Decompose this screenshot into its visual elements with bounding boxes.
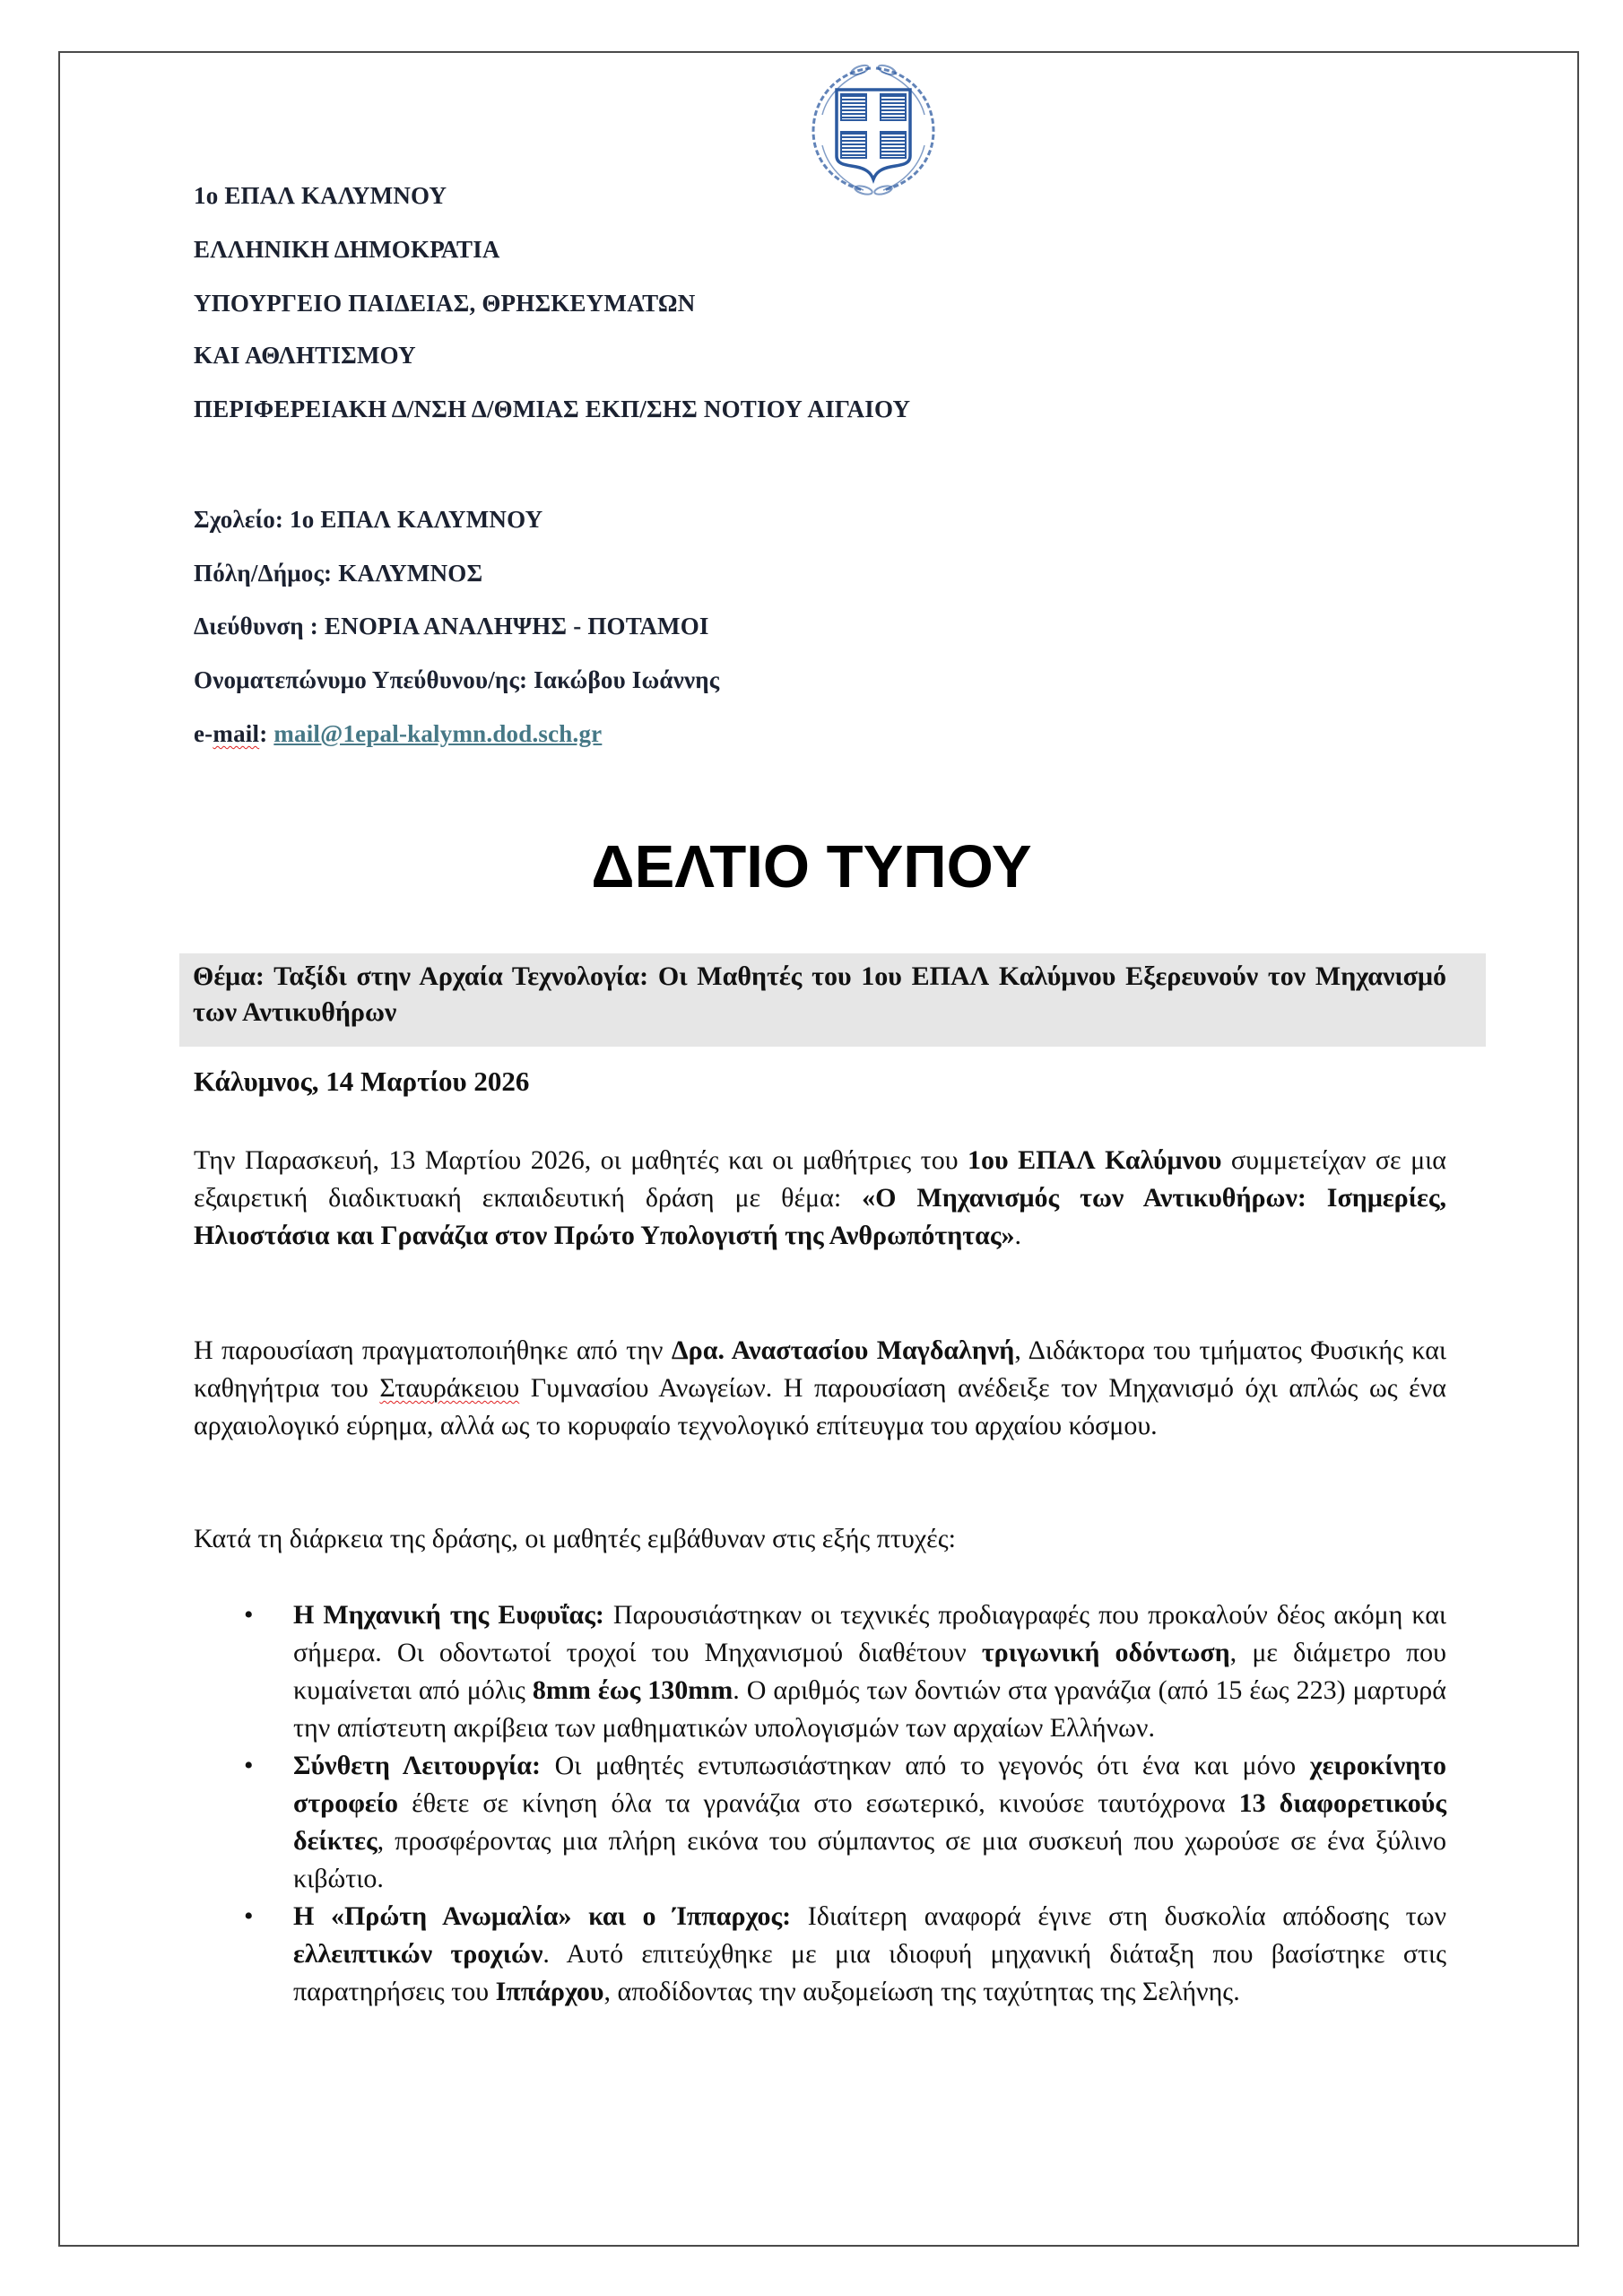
text: Παρουσιάστηκαν οι τεχνικές προδιαγραφές που προκαλούν δέος ακόμη και σήμερα. Οι οδοντωτοί τροχοί του Μηχανισμού διαθέτουν — [293, 1600, 1446, 1667]
text: . Ο αριθμός των δοντιών στα γρανάζια (από 15 έως 223) μαρτυρά την απίστευτη ακρίβεια των μαθηματικών υπολογισμών των αρχαίων Ελλήνων. — [293, 1675, 1446, 1743]
text: , με διάμετρο που κυμαίνεται από μόλις — [293, 1638, 1446, 1705]
list-item — [194, 1596, 1446, 1747]
contact-city: Πόλη/Δήμος: ΚΑΛΥΜΝΟΣ — [194, 560, 483, 587]
header-republic: ΕΛΛΗΝΙΚΗ ΔΗΜΟΚΡΑΤΙΑ — [194, 236, 500, 263]
date-line: Κάλυμνος, 14 Μαρτίου 2026 — [194, 1065, 530, 1097]
greek-coat-of-arms-icon — [801, 59, 946, 197]
item-heading: Η «Πρώτη Ανωμαλία» και ο Ίππαρχος: — [293, 1901, 792, 1931]
bold-text: τριγωνική οδόντωση — [981, 1638, 1230, 1667]
email-label-colon: : — [259, 720, 274, 747]
text: , Διδάκτορα του τμήματος Φυσικής και καθηγήτρια του — [194, 1335, 1446, 1403]
bold-text: χειροκίνητο στροφείο — [293, 1751, 1446, 1818]
text: Η παρουσίαση πραγματοποιήθηκε από την — [194, 1335, 672, 1365]
presenter-name-bold: Δρα. Αναστασίου Μαγδαληνή — [671, 1335, 1015, 1365]
text: . — [1014, 1221, 1022, 1250]
item-heading: Η Μηχανική της Ευφυΐας: — [293, 1600, 604, 1630]
aspects-list — [194, 1596, 1446, 2011]
email-label-prefix: e- — [194, 720, 213, 747]
bold-text: 8mm έως 130mm — [532, 1675, 733, 1705]
text: Την Παρασκευή, 13 Μαρτίου 2026, οι μαθητές και οι μαθήτριες του — [194, 1145, 968, 1175]
text: συμμετείχαν σε μια εξαιρετική διαδικτυακή εκπαιδευτική δράση με θέμα: — [194, 1145, 1446, 1213]
text: Γυμνασίου Ανωγείων. Η παρουσίαση ανέδειξε τον Μηχανισμό όχι απλώς ως ένα αρχαιολογικό εύρημα, αλλά ως το κορυφαίο τεχνολογικό επίτευγμα του αρχαίου κόσμου. — [194, 1373, 1446, 1440]
contact-responsible: Ονοματεπώνυμο Υπεύθυνου/ης: Ιακώβου Ιωάννης — [194, 666, 720, 693]
contact-school: Σχολείο: 1ο ΕΠΑΛ ΚΑΛΥΜΝΟΥ — [194, 506, 543, 533]
subject-box — [179, 953, 1486, 1047]
bold-text: Ιππάρχου — [495, 1977, 604, 2006]
spellcheck-word: Σταυράκειου — [379, 1373, 520, 1403]
bullet-icon: • — [244, 1751, 254, 1780]
list-item — [194, 1898, 1446, 2011]
page-title: ΔΕΛΤΙΟ ΤΥΠΟΥ — [591, 833, 1032, 900]
text: Οι μαθητές εντυπωσιάστηκαν από το γεγονός ότι ένα και μόνο — [541, 1751, 1310, 1780]
event-title-bold: «Ο Μηχανισμός των Αντικυθήρων: Ισημερίες, Ηλιοστάσια και Γρανάζια στον Πρώτο Υπολογιστή της Ανθρωπότητας» — [194, 1183, 1446, 1250]
item-heading: Σύνθετη Λειτουργία: — [293, 1751, 541, 1780]
header-school: 1ο ΕΠΑΛ ΚΑΛΥΜΝΟΥ — [194, 182, 447, 209]
text: Ιδιαίτερη αναφορά έγινε στη δυσκολία απόδοσης των — [791, 1901, 1447, 1931]
bullet-icon: • — [244, 1901, 254, 1931]
bold-text: ελλειπτικών τροχιών — [293, 1939, 543, 1969]
bullet-icon: • — [244, 1600, 254, 1630]
text: , αποδίδοντας την αυξομείωση της ταχύτητας της Σελήνης. — [603, 1977, 1240, 2006]
email-label-word: mail — [213, 720, 260, 747]
text: , προσφέροντας μια πλήρη εικόνα του σύμπαντος σε μια συσκευή που χωρούσε σε ένα ξύλινο κιβώτιο. — [293, 1826, 1446, 1893]
bold-text: 13 διαφορετικούς δείκτες — [293, 1788, 1446, 1856]
list-item — [194, 1747, 1446, 1898]
contact-address: Διεύθυνση : ΕΝΟΡΙΑ ΑΝΑΛΗΨΗΣ - ΠΟΤΑΜΟΙ — [194, 613, 709, 639]
header-directorate: ΠΕΡΙΦΕΡΕΙΑΚΗ Δ/ΝΣΗ Δ/ΘΜΙΑΣ ΕΚΠ/ΣΗΣ ΝΟΤΙΟΥ ΑΙΓΑΙΟΥ — [194, 396, 911, 422]
paragraph-presenter — [194, 1332, 1446, 1445]
school-name-bold: 1ου ΕΠΑΛ Καλύμνου — [968, 1145, 1222, 1175]
paragraph-intro — [194, 1142, 1446, 1255]
header-ministry: ΥΠΟΥΡΓΕΙΟ ΠΑΙΔΕΙΑΣ, ΘΡΗΣΚΕΥΜΑΤΩΝ — [194, 290, 696, 317]
header-ministry-cont: ΚΑΙ ΑΘΛΗΤΙΣΜΟΥ — [194, 342, 416, 369]
contact-email-row — [194, 720, 602, 748]
email-link[interactable]: mail@1epal-kalymn.dod.sch.gr — [273, 720, 603, 747]
paragraph-aspects-intro: Κατά τη διάρκεια της δράσης, οι μαθητές εμβάθυναν στις εξής πτυχές: — [194, 1524, 956, 1553]
subject-text: Θέμα: Ταξίδι στην Αρχαία Τεχνολογία: Οι Μαθητές του 1ου ΕΠΑΛ Καλύμνου Εξερευνούν τον Μηχανισμό των Αντικυθήρων — [193, 961, 1446, 1027]
text: . Αυτό επιτεύχθηκε με μια ιδιοφυή μηχανική διάταξη που βασίστηκε στις παρατηρήσεις του — [293, 1939, 1447, 2006]
text: έθετε σε κίνηση όλα τα γρανάζια στο εσωτερικό, κινούσε ταυτόχρονα — [398, 1788, 1239, 1818]
